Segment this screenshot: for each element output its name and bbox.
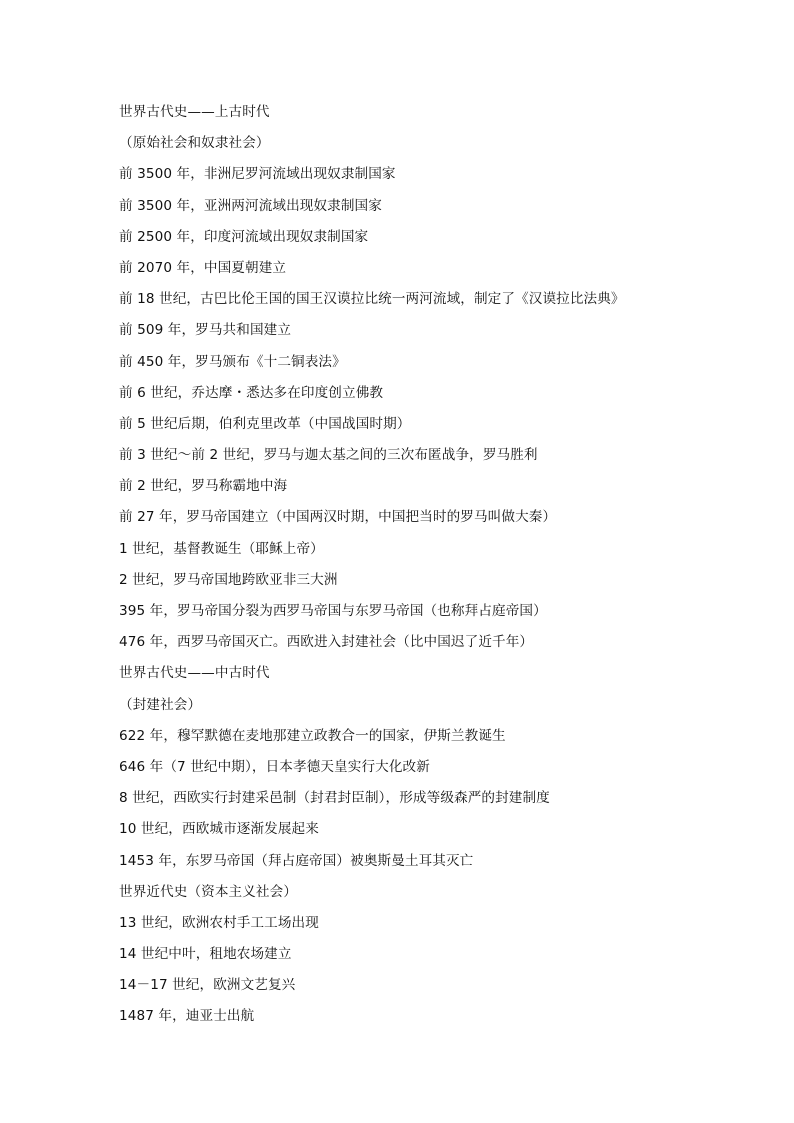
timeline-entry: 14 世纪中叶，租地农场建立 [119, 946, 292, 963]
timeline-entry: 前 18 世纪，古巴比伦王国的国王汉谟拉比统一两河流域，制定了《汉谟拉比法典》 [119, 291, 625, 308]
timeline-entry: 14－17 世纪，欧洲文艺复兴 [119, 977, 296, 994]
timeline-entry: 1453 年，东罗马帝国（拜占庭帝国）被奥斯曼土耳其灭亡 [119, 852, 474, 869]
timeline-entry: 10 世纪，西欧城市逐渐发展起来 [119, 821, 319, 838]
section-heading-modern: 世界近代史（资本主义社会） [119, 883, 298, 900]
timeline-entry: 13 世纪，欧洲农村手工工场出现 [119, 914, 319, 931]
timeline-entry: 前 3 世纪～前 2 世纪，罗马与迦太基之间的三次布匿战争，罗马胜利 [119, 447, 538, 464]
timeline-entry: 622 年，穆罕默德在麦地那建立政教合一的国家，伊斯兰教诞生 [119, 727, 506, 744]
section-subheading: （封建社会） [119, 696, 202, 713]
timeline-entry: 前 450 年，罗马颁布《十二铜表法》 [119, 353, 346, 370]
section-heading-ancient: 世界古代史——上古时代 [119, 104, 270, 120]
timeline-entry: 395 年，罗马帝国分裂为西罗马帝国与东罗马帝国（也称拜占庭帝国） [119, 603, 547, 619]
timeline-entry: 前 27 年，罗马帝国建立（中国两汉时期，中国把当时的罗马叫做大秦） [119, 509, 557, 526]
timeline-entry: 前 2 世纪，罗马称霸地中海 [119, 478, 288, 495]
section-heading-medieval: 世界古代史——中古时代 [119, 665, 270, 682]
timeline-entry: 前 5 世纪后期，伯利克里改革（中国战国时期） [119, 415, 411, 432]
timeline-entry: 2 世纪，罗马帝国地跨欧亚非三大洲 [119, 571, 338, 588]
timeline-entry: 前 3500 年，非洲尼罗河流域出现奴隶制国家 [119, 166, 396, 183]
timeline-entry: 前 2500 年，印度河流域出现奴隶制国家 [119, 228, 369, 245]
timeline-entry: 476 年，西罗马帝国灭亡。西欧进入封建社会（比中国迟了近千年） [119, 634, 534, 651]
timeline-text [119, 101, 679, 1037]
timeline-entry: 1487 年，迪亚士出航 [119, 1008, 255, 1025]
timeline-entry: 646 年（7 世纪中期），日本孝德天皇实行大化改新 [119, 758, 430, 775]
timeline-entry: 前 2070 年，中国夏朝建立 [119, 259, 287, 276]
section-subheading: （原始社会和奴隶社会） [119, 135, 270, 152]
timeline-entry: 前 3500 年，亚洲两河流域出现奴隶制国家 [119, 197, 382, 214]
timeline-entry: 1 世纪，基督教诞生（耶稣上帝） [119, 540, 324, 557]
timeline-entry: 前 509 年，罗马共和国建立 [119, 322, 292, 339]
timeline-entry: 前 6 世纪，乔达摩・悉达多在印度创立佛教 [119, 384, 384, 401]
timeline-entry: 8 世纪，西欧实行封建采邑制（封君封臣制），形成等级森严的封建制度 [119, 790, 550, 807]
